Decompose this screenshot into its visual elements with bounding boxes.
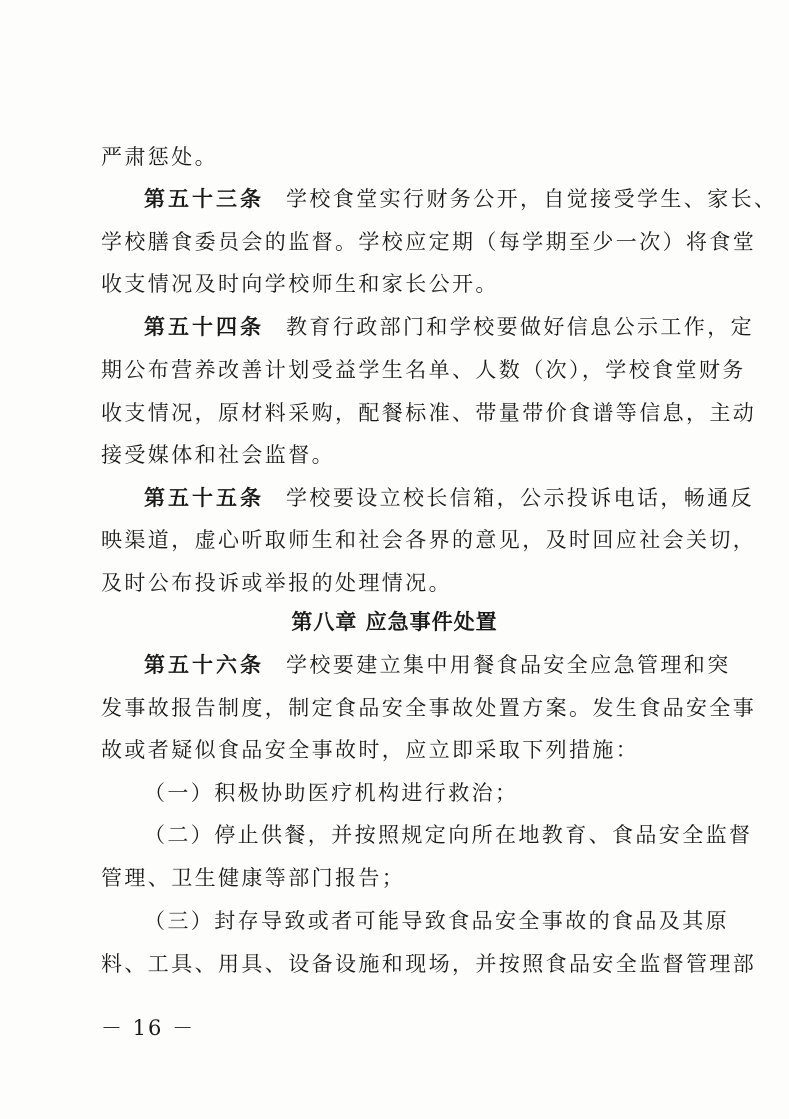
line-text: 学校要建立集中用餐食品安全应急管理和突: [286, 653, 731, 677]
line-text: 学校膳食委员会的监督。学校应定期（每学期至少一次）将食堂: [101, 230, 757, 254]
line-text: 学校食堂实行财务公开，自觉接受学生、家长、: [286, 187, 778, 211]
line-text: 及时公布投诉或举报的处理情况。: [101, 571, 452, 595]
list-item-1: [144, 779, 701, 807]
article-label: 第五十五条: [144, 486, 264, 510]
chapter-heading: 第八章 应急事件处置: [291, 610, 498, 634]
article-label: 第五十六条: [144, 653, 264, 677]
article-56-heading-line: [144, 651, 731, 679]
line-text: 料、工具、用具、设备设施和现场，并按照食品安全监督管理部: [101, 952, 757, 976]
text-line: [101, 736, 701, 764]
article-label: 第五十三条: [144, 187, 264, 211]
line-text: 故或者疑似食品安全事故时，应立即采取下列措施：: [101, 738, 640, 762]
line-text: 学校要设立校长信箱，公示投诉电话，畅通反: [286, 486, 754, 510]
line-text: （三）封存导致或者可能导致食品安全事故的食品及其原: [144, 909, 729, 933]
text-line: [101, 143, 701, 171]
text-line: [101, 569, 701, 597]
article-label: 第五十四条: [144, 315, 264, 339]
text-line: [101, 228, 757, 256]
line-text: 发事故报告制度，制定食品安全事故处置方案。发生食品安全事: [101, 696, 757, 720]
article-55-heading-line: [144, 484, 754, 512]
text-line: [101, 950, 757, 978]
line-text: 教育行政部门和学校要做好信息公示工作，定: [286, 315, 754, 339]
line-text: 收支情况及时向学校师生和家长公开。: [101, 272, 499, 296]
line-text: 管理、卫生健康等部门报告；: [101, 866, 406, 890]
list-item-2: [144, 821, 753, 849]
text-line: [101, 441, 701, 469]
text-line: [101, 864, 701, 892]
line-text: 收支情况，原材料采购，配餐标准、带量带价食谱等信息，主动: [101, 401, 757, 425]
text-line: [101, 399, 757, 427]
line-text: 接受媒体和社会监督。: [101, 443, 335, 467]
text-line: [101, 526, 757, 554]
article-53-heading-line: [144, 185, 778, 213]
line-text: （一）积极协助医疗机构进行救治；: [144, 781, 519, 805]
line-text: 严肃惩处。: [101, 145, 218, 169]
line-text: （二）停止供餐，并按照规定向所在地教育、食品安全监督: [144, 823, 753, 847]
line-text: 期公布营养改善计划受益学生名单、人数（次），学校食堂财务: [101, 358, 746, 382]
list-item-3: [144, 907, 729, 935]
page-number: － 16 －: [101, 1016, 196, 1040]
text-line: [101, 356, 746, 384]
text-line: [101, 270, 701, 298]
line-text: 映渠道，虚心听取师生和社会各界的意见，及时回应社会关切，: [101, 528, 757, 552]
text-line: [101, 694, 757, 722]
article-54-heading-line: [144, 313, 754, 341]
